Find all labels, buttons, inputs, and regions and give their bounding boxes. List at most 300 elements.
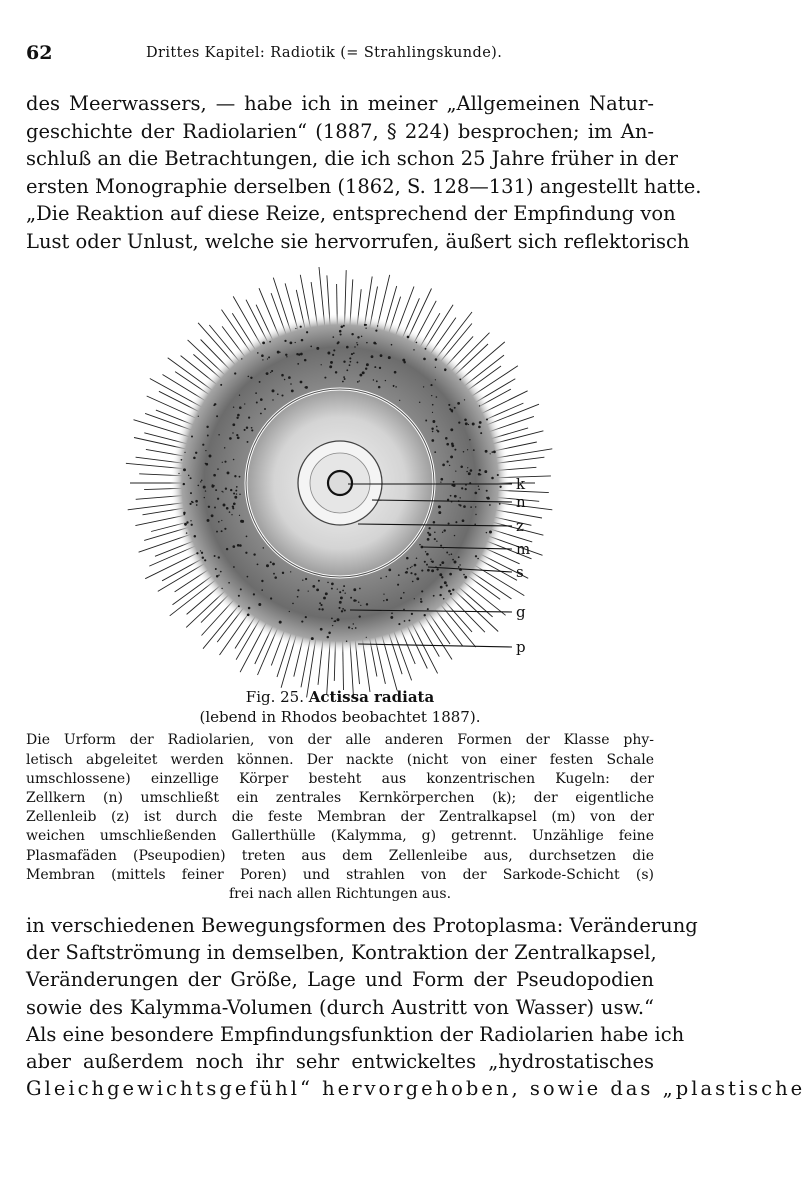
sarcode-granule — [202, 556, 204, 558]
sarcode-granule — [380, 577, 382, 579]
sarcode-granule — [244, 403, 245, 404]
sarcode-granule — [434, 451, 436, 453]
sarcode-granule — [491, 451, 493, 453]
sarcode-granule — [448, 522, 450, 524]
sarcode-granule — [487, 497, 490, 500]
sarcode-granule — [281, 394, 283, 396]
sarcode-granule — [432, 404, 434, 406]
sarcode-granule — [321, 364, 322, 365]
sarcode-granule — [446, 460, 448, 462]
sarcode-granule — [439, 594, 441, 596]
sarcode-granule — [414, 564, 417, 567]
sarcode-granule — [366, 637, 367, 638]
sarcode-granule — [282, 572, 284, 574]
page-number: 62 — [26, 42, 53, 64]
sarcode-granule — [343, 585, 345, 587]
sarcode-granule — [360, 605, 361, 606]
sarcode-granule — [475, 555, 477, 557]
sarcode-granule — [318, 580, 320, 582]
sarcode-granule — [416, 557, 418, 559]
sarcode-granule — [419, 544, 421, 546]
sarcode-granule — [258, 603, 261, 606]
sarcode-granule — [253, 553, 255, 555]
sarcode-granule — [290, 571, 291, 572]
sarcode-granule — [262, 342, 265, 345]
sarcode-granule — [206, 426, 208, 428]
sarcode-granule — [413, 349, 414, 350]
sarcode-granule — [423, 386, 424, 387]
sarcode-granule — [288, 376, 291, 379]
sarcode-granule — [474, 524, 476, 526]
sarcode-granule — [486, 419, 488, 421]
sarcode-granule — [455, 470, 456, 471]
sarcode-granule — [227, 471, 230, 474]
sarcode-granule — [344, 592, 345, 593]
sarcode-granule — [349, 364, 351, 366]
running-title: Drittes Kapitel: Radiotik (= Strahlingskunde). — [146, 45, 503, 61]
sarcode-granule — [241, 520, 244, 523]
sarcode-granule — [342, 608, 344, 610]
sarcode-granule — [335, 371, 337, 373]
sarcode-granule — [201, 479, 203, 481]
sarcode-granule — [414, 573, 416, 575]
sarcode-granule — [229, 511, 231, 513]
sarcode-granule — [424, 614, 426, 616]
sarcode-granule — [264, 408, 266, 410]
sarcode-granule — [295, 342, 296, 343]
figure-label-m: m — [516, 540, 531, 558]
sarcode-granule — [297, 596, 299, 598]
sarcode-granule — [213, 404, 215, 406]
sarcode-granule — [244, 429, 246, 431]
sarcode-granule — [192, 501, 194, 503]
caption-line: Die Urform der Radiolarien, von der alle anderen Formen der Klasse phy- — [26, 732, 654, 749]
text-line: in verschiedenen Bewegungsformen des Protoplasma: Veränderung — [26, 914, 698, 937]
sarcode-granule — [344, 609, 346, 611]
sarcode-granule — [406, 557, 409, 560]
sarcode-granule — [424, 561, 426, 563]
sarcode-granule — [232, 432, 233, 433]
sarcode-granule — [458, 422, 460, 424]
sarcode-granule — [338, 607, 340, 609]
sarcode-granule — [217, 468, 219, 470]
caption-subtitle: (lebend in Rhodos beobachtet 1887). — [199, 708, 481, 727]
sarcode-granule — [305, 616, 307, 618]
sarcode-granule — [333, 621, 334, 622]
sarcode-granule — [451, 553, 453, 555]
sarcode-granule — [241, 358, 242, 359]
sarcode-granule — [430, 559, 431, 560]
sarcode-granule — [348, 626, 350, 628]
sarcode-granule — [221, 530, 223, 532]
sarcode-granule — [425, 348, 427, 350]
sarcode-granule — [468, 424, 469, 425]
sarcode-granule — [346, 346, 349, 349]
sarcode-granule — [499, 503, 501, 505]
sarcode-granule — [358, 601, 360, 603]
sarcode-granule — [349, 357, 351, 359]
sarcode-granule — [218, 434, 220, 436]
figure-caption — [26, 688, 654, 904]
sarcode-granule — [327, 636, 329, 638]
sarcode-granule — [220, 571, 222, 573]
sarcode-granule — [448, 404, 450, 406]
sarcode-granule — [433, 595, 435, 597]
text-line: der Saftströmung in demselben, Kontraktion der Zentralkapsel, — [26, 941, 657, 965]
sarcode-granule — [261, 589, 263, 591]
sarcode-granule — [427, 538, 430, 541]
sarcode-granule — [448, 590, 451, 593]
sarcode-granule — [279, 621, 282, 624]
sarcode-granule — [442, 464, 445, 467]
sarcode-granule — [450, 495, 452, 497]
sarcode-granule — [333, 349, 335, 351]
sarcode-granule — [235, 490, 237, 492]
text-line: aber außerdem noch ihr sehr entwickeltes „hydrostatisches — [26, 1050, 654, 1074]
sarcode-granule — [183, 468, 186, 471]
sarcode-granule — [395, 386, 397, 388]
sarcode-granule — [474, 492, 477, 495]
sarcode-granule — [440, 545, 442, 547]
sarcode-granule — [404, 620, 406, 622]
caption-line: Plasmafäden (Pseupodien) treten aus dem Zellenleibe aus, durchsetzen die — [26, 847, 654, 864]
sarcode-granule — [454, 449, 456, 451]
sarcode-granule — [253, 593, 255, 595]
sarcode-granule — [300, 381, 303, 384]
paragraph-bottom — [26, 912, 805, 1102]
sarcode-granule — [371, 355, 374, 358]
sarcode-granule — [236, 434, 238, 436]
sarcode-granule — [435, 358, 438, 361]
sarcode-granule — [320, 604, 322, 606]
text-line: des Meerwassers, — habe ich in meiner „Allgemeinen Natur- — [26, 92, 654, 115]
text-line: schluß an die Betrachtungen, die ich schon 25 Jahre früher in der — [26, 147, 678, 170]
sarcode-granule — [337, 618, 340, 621]
sarcode-granule — [239, 476, 241, 478]
sarcode-granule — [443, 598, 445, 600]
sarcode-granule — [267, 358, 268, 359]
sarcode-granule — [477, 558, 479, 560]
sarcode-granule — [236, 486, 238, 488]
sarcode-granule — [362, 371, 365, 374]
sarcode-granule — [339, 330, 342, 333]
sarcode-granule — [316, 589, 319, 592]
sarcode-granule — [480, 432, 482, 434]
nucleolus — [328, 471, 352, 495]
sarcode-granule — [388, 569, 391, 572]
sarcode-granule — [270, 561, 272, 563]
sarcode-granule — [493, 451, 496, 454]
sarcode-granule — [232, 545, 235, 548]
sarcode-granule — [257, 352, 259, 354]
sarcode-granule — [356, 361, 358, 363]
sarcode-granule — [357, 381, 359, 383]
sarcode-granule — [255, 392, 257, 394]
sarcode-granule — [233, 492, 235, 494]
sarcode-granule — [390, 616, 393, 619]
sarcode-granule — [475, 514, 476, 515]
sarcode-granule — [484, 470, 487, 473]
sarcode-granule — [465, 422, 468, 425]
sarcode-granule — [190, 520, 191, 521]
sarcode-granule — [195, 452, 197, 454]
text-line: sowie des Kalymma-Volumen (durch Austritt von Wasser) usw.“ — [26, 995, 654, 1019]
sarcode-granule — [178, 473, 179, 474]
sarcode-granule — [321, 608, 323, 610]
sarcode-granule — [186, 521, 188, 523]
sarcode-granule — [452, 559, 454, 561]
sarcode-granule — [393, 385, 395, 387]
sarcode-granule — [301, 621, 303, 623]
sarcode-granule — [325, 592, 328, 595]
sarcode-granule — [247, 613, 250, 616]
sarcode-granule — [419, 402, 420, 403]
sarcode-granule — [183, 483, 185, 485]
sarcode-granule — [189, 503, 191, 505]
sarcode-granule — [274, 576, 277, 579]
sarcode-granule — [350, 361, 352, 363]
sarcode-granule — [328, 632, 331, 635]
sarcode-granule — [431, 428, 433, 430]
sarcode-granule — [346, 640, 347, 641]
sarcode-granule — [337, 341, 339, 343]
caption-body — [26, 731, 654, 904]
sarcode-granule — [465, 488, 467, 490]
sarcode-granule — [218, 556, 220, 558]
sarcode-granule — [186, 532, 187, 533]
sarcode-granule — [440, 478, 443, 481]
sarcode-granule — [330, 361, 333, 364]
sarcode-granule — [297, 363, 299, 365]
sarcode-granule — [479, 421, 482, 424]
caption-line: Zellkern (n) umschließt ein zentrales Kernkörperchen (k); der eigentliche — [26, 790, 654, 807]
sarcode-granule — [248, 376, 250, 378]
page-header — [26, 42, 654, 66]
sarcode-granule — [214, 555, 216, 557]
sarcode-granule — [435, 367, 436, 368]
sarcode-granule — [256, 402, 258, 404]
sarcode-granule — [459, 497, 460, 498]
sarcode-granule — [470, 506, 472, 508]
sarcode-granule — [224, 528, 226, 530]
sarcode-granule — [416, 342, 418, 344]
sarcode-granule — [361, 336, 362, 337]
sarcode-granule — [425, 551, 426, 552]
sarcode-granule — [379, 367, 381, 369]
sarcode-granule — [473, 449, 475, 451]
sarcode-granule — [343, 361, 345, 363]
text-line: Gleichgewichtsgefühl“ hervorgehoben, sowie das „plastische — [26, 1077, 805, 1101]
sarcode-granule — [289, 611, 290, 612]
sarcode-granule — [452, 589, 454, 591]
caption-line: Zellenleib (z) ist durch die feste Membran der Zentralkapsel (m) von der — [26, 809, 654, 826]
sarcode-granule — [479, 405, 480, 406]
sarcode-granule — [459, 378, 461, 380]
sarcode-granule — [399, 400, 400, 401]
sarcode-granule — [342, 590, 344, 592]
sarcode-granule — [220, 384, 222, 386]
sarcode-granule — [211, 514, 214, 517]
sarcode-granule — [341, 326, 344, 329]
sarcode-granule — [279, 352, 280, 353]
sarcode-granule — [460, 466, 463, 469]
sarcode-granule — [191, 524, 193, 526]
sarcode-granule — [343, 325, 345, 327]
sarcode-granule — [464, 576, 467, 579]
sarcode-granule — [378, 386, 381, 389]
sarcode-granule — [251, 429, 253, 431]
sarcode-granule — [463, 505, 466, 508]
sarcode-granule — [421, 590, 423, 592]
sarcode-granule — [410, 567, 411, 568]
sarcode-granule — [272, 389, 275, 392]
sarcode-granule — [445, 437, 448, 440]
sarcode-granule — [238, 595, 240, 597]
sarcode-granule — [331, 583, 334, 586]
sarcode-granule — [340, 596, 343, 599]
sarcode-granule — [234, 372, 236, 374]
sarcode-granule — [191, 435, 193, 437]
sarcode-granule — [426, 553, 429, 556]
sarcode-granule — [376, 380, 378, 382]
sarcode-granule — [464, 419, 467, 422]
sarcode-granule — [343, 376, 345, 378]
sarcode-granule — [475, 506, 476, 507]
sarcode-granule — [277, 351, 280, 354]
sarcode-granule — [446, 552, 448, 554]
sarcode-granule — [257, 563, 259, 565]
sarcode-granule — [442, 531, 443, 532]
sarcode-granule — [441, 561, 444, 564]
actissa-radiata-drawing — [110, 262, 550, 692]
sarcode-granule — [221, 491, 222, 492]
sarcode-granule — [436, 568, 438, 570]
sarcode-granule — [459, 564, 460, 565]
sarcode-granule — [468, 472, 471, 475]
sarcode-granule — [400, 597, 402, 599]
sarcode-granule — [271, 370, 273, 372]
sarcode-granule — [427, 608, 429, 610]
sarcode-granule — [440, 586, 443, 589]
sarcode-granule — [188, 475, 190, 477]
sarcode-granule — [216, 531, 218, 533]
sarcode-granule — [333, 336, 335, 338]
sarcode-granule — [463, 451, 465, 453]
sarcode-granule — [204, 497, 205, 498]
sarcode-granule — [331, 588, 333, 590]
sarcode-granule — [290, 342, 293, 345]
sarcode-granule — [436, 540, 437, 541]
sarcode-granule — [232, 505, 234, 507]
sarcode-granule — [316, 347, 319, 350]
sarcode-granule — [486, 490, 488, 492]
sarcode-granule — [190, 492, 192, 494]
sarcode-granule — [405, 571, 408, 574]
sarcode-granule — [290, 383, 292, 385]
sarcode-granule — [226, 548, 228, 550]
sarcode-granule — [246, 536, 248, 538]
sarcode-granule — [357, 336, 359, 338]
sarcode-granule — [262, 359, 263, 360]
sarcode-granule — [428, 533, 431, 536]
sarcode-granule — [383, 600, 384, 601]
sarcode-granule — [366, 363, 369, 366]
text-line: Veränderungen der Größe, Lage und Form der Pseudopodien — [26, 968, 654, 992]
sarcode-granule — [311, 637, 314, 640]
caption-line: umschlossene) einzellige Körper besteht aus konzentrischen Kugeln: der — [26, 770, 654, 787]
sarcode-granule — [391, 344, 393, 346]
sarcode-granule — [342, 381, 344, 383]
sarcode-granule — [248, 417, 250, 419]
sarcode-granule — [200, 481, 201, 482]
sarcode-granule — [428, 527, 430, 529]
sarcode-granule — [308, 590, 309, 591]
sarcode-granule — [215, 489, 217, 491]
sarcode-granule — [356, 342, 357, 343]
sarcode-granule — [373, 342, 376, 345]
sarcode-granule — [248, 607, 251, 610]
sarcode-granule — [454, 535, 455, 536]
sarcode-granule — [478, 488, 480, 490]
sarcode-granule — [458, 556, 460, 558]
sarcode-granule — [439, 564, 441, 566]
sarcode-granule — [305, 578, 307, 580]
sarcode-granule — [233, 407, 234, 408]
sarcode-granule — [359, 588, 361, 590]
sarcode-granule — [432, 431, 434, 433]
caption-line: letisch abgeleitet werden können. Der nackte (nicht von einer festen Schale — [26, 751, 654, 768]
sarcode-granule — [490, 453, 491, 454]
figure-label-k: k — [516, 475, 526, 493]
sarcode-granule — [467, 449, 468, 450]
sarcode-granule — [467, 467, 468, 468]
sarcode-granule — [250, 377, 252, 379]
sarcode-granule — [237, 544, 240, 547]
sarcode-granule — [229, 437, 232, 440]
text-line: „Die Reaktion auf diese Reize, entsprechend der Empfindung von — [26, 202, 676, 225]
sarcode-granule — [234, 496, 237, 499]
caption-line: Membran (mittels feiner Poren) und strahlen von der Sarkode-Schicht (s) — [26, 866, 654, 883]
sarcode-granule — [353, 588, 356, 591]
sarcode-granule — [277, 393, 279, 395]
sarcode-granule — [237, 436, 240, 439]
sarcode-granule — [332, 625, 333, 626]
sarcode-granule — [221, 588, 222, 589]
sarcode-granule — [466, 471, 468, 473]
sarcode-granule — [251, 427, 253, 429]
sarcode-granule — [461, 487, 463, 489]
sarcode-granule — [439, 573, 442, 576]
caption-number: Fig. 25. — [245, 688, 304, 706]
sarcode-granule — [247, 576, 249, 578]
sarcode-granule — [304, 359, 307, 362]
sarcode-granule — [196, 552, 198, 554]
sarcode-granule — [306, 331, 308, 333]
sarcode-granule — [355, 600, 357, 602]
sarcode-granule — [327, 582, 329, 584]
sarcode-granule — [222, 462, 223, 463]
sarcode-granule — [194, 535, 197, 538]
sarcode-granule — [236, 417, 238, 419]
sarcode-granule — [351, 628, 352, 629]
sarcode-granule — [301, 339, 304, 342]
sarcode-granule — [464, 399, 465, 400]
sarcode-granule — [232, 423, 235, 426]
sarcode-granule — [344, 378, 346, 380]
sarcode-granule — [411, 566, 412, 567]
sarcode-granule — [205, 490, 206, 491]
sarcode-granule — [444, 581, 447, 584]
